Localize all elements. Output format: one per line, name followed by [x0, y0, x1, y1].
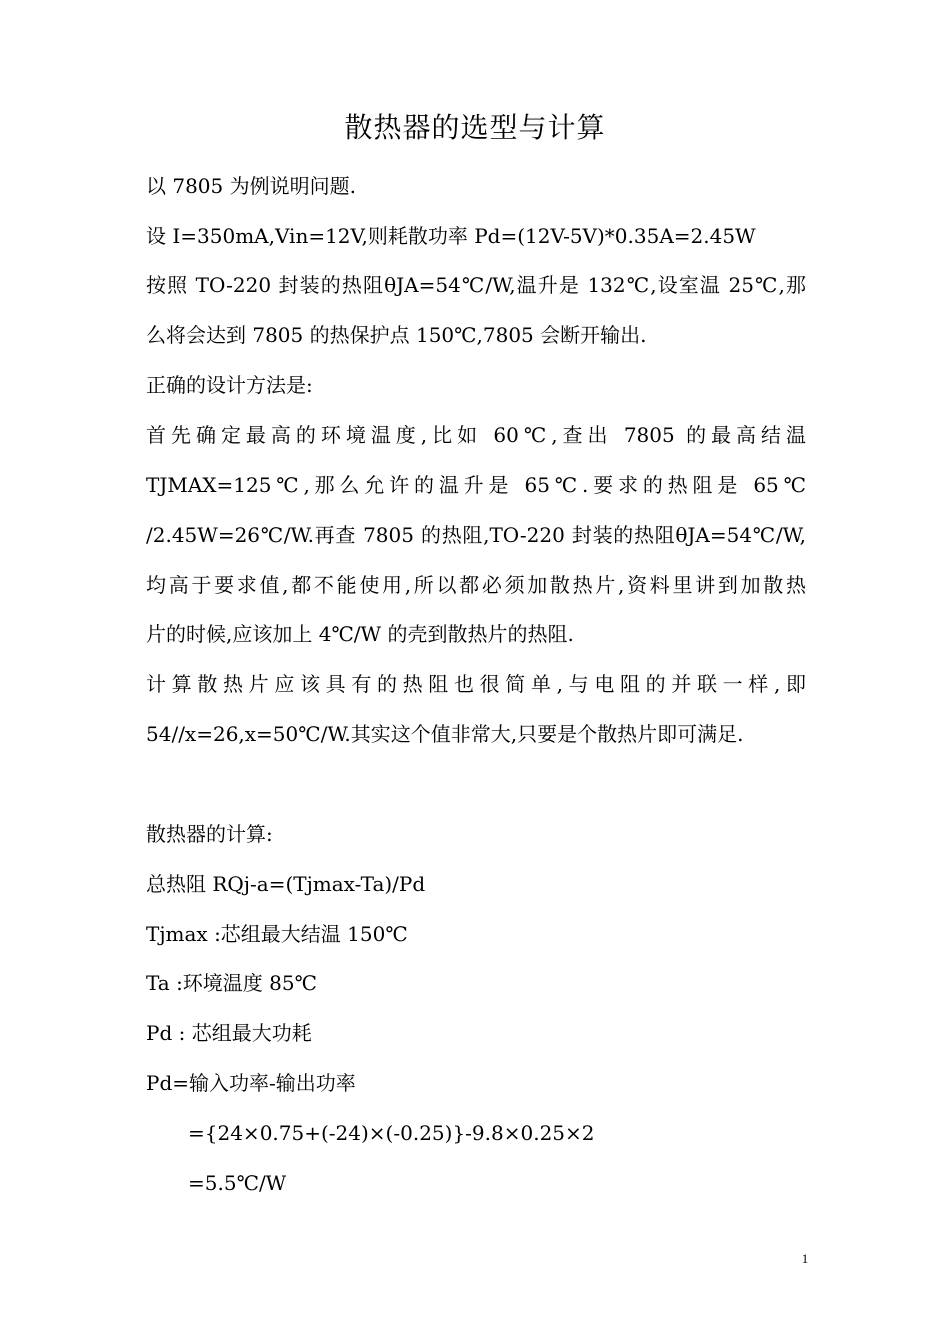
text-line: 均高于要求值,都不能使用,所以都必须加散热片,资料里讲到加散热	[146, 573, 806, 597]
text-line: /2.45W=26℃/W.再查 7805 的热阻,TO-220 封装的热阻θJA=54℃/W,	[146, 523, 806, 547]
text-line: TJMAX=125℃,那么允许的温升是 65℃.要求的热阻是 65℃	[146, 473, 806, 497]
definition-line: Pd : 芯组最大功耗	[146, 1021, 312, 1045]
text-line: 按照 TO-220 封装的热阻θJA=54℃/W,温升是 132℃,设室温 25℃,那	[146, 273, 806, 297]
document-title: 散热器的选型与计算	[344, 111, 606, 144]
text-line: 片的时候,应该加上 4℃/W 的壳到散热片的热阻.	[146, 622, 574, 646]
formula-result: =5.5℃/W	[188, 1171, 287, 1195]
text-line: 以 7805 为例说明问题.	[146, 174, 356, 198]
formula-line: Pd=输入功率-输出功率	[146, 1071, 356, 1095]
section-heading: 散热器的计算:	[146, 822, 273, 846]
text-line: 设 I=350mA,Vin=12V,则耗散功率 Pd=(12V-5V)*0.35A=2.45W	[146, 224, 756, 248]
definition-line: Ta :环境温度 85℃	[146, 971, 317, 995]
definition-line: Tjmax :芯组最大结温 150℃	[146, 922, 408, 946]
text-line: 首先确定最高的环境温度,比如 60℃,查出 7805 的最高结温	[146, 423, 806, 447]
text-line: 正确的设计方法是:	[146, 373, 313, 397]
text-line: 54//x=26,x=50℃/W.其实这个值非常大,只要是个散热片即可满足.	[146, 722, 744, 746]
text-line: 计算散热片应该具有的热阻也很简单,与电阻的并联一样,即	[146, 672, 806, 696]
page-number: 1	[801, 1251, 809, 1266]
text-line: 么将会达到 7805 的热保护点 150℃,7805 会断开输出.	[146, 323, 647, 347]
formula-line: 总热阻 RQj-a=(Tjmax-Ta)/Pd	[146, 872, 426, 896]
formula-line: ={24×0.75+(-24)×(-0.25)}-9.8×0.25×2	[188, 1121, 595, 1145]
